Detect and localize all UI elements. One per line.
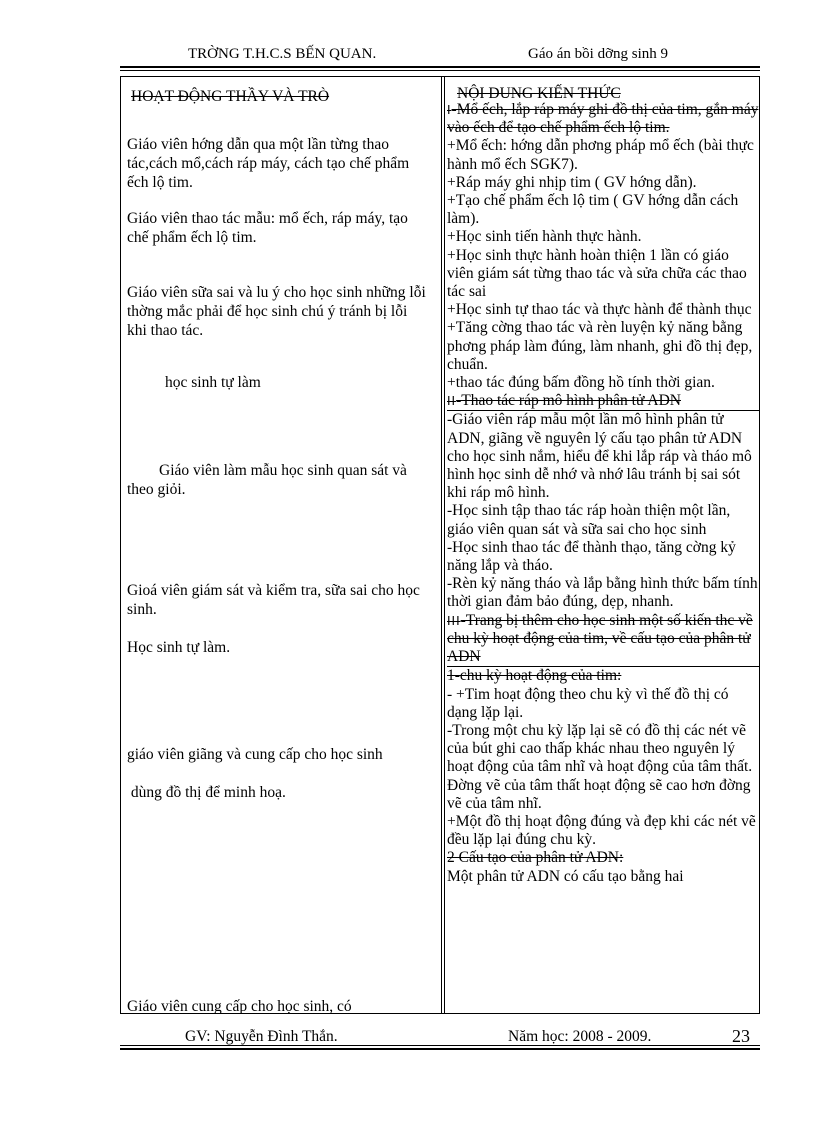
content-item: +Tăng cờng thao tác và rèn luyện kỷ năng bằng phơng pháp làm đúng, làm nhanh, ghi đồ thị đẹp, chuẩn.	[447, 319, 753, 373]
content-item: Một phân tử ADN có cấu tạo bằng hai	[447, 867, 684, 885]
content-item: +Học sinh tự thao tác và thực hành để thành thục	[447, 301, 752, 319]
left-paragraph: Giáo viên thao tác mẫu: mổ ếch, ráp máy, tạo chế phẩm ếch lộ tim.	[127, 210, 408, 246]
section-1-number: I	[447, 103, 452, 117]
content-item: - +Tim hoạt động theo chu kỳ vì thế đồ thị có dạng lặp lại.	[447, 685, 729, 721]
content-item: +thao tác đúng bấm đồng hồ tính thời gian.	[447, 374, 715, 392]
column-divider	[441, 77, 442, 1014]
left-column	[127, 77, 433, 1014]
section-3-heading	[447, 612, 759, 668]
page-number: 23	[732, 1026, 750, 1046]
section-2-heading	[447, 392, 759, 411]
page-header	[120, 46, 760, 66]
section-3-number: III	[447, 613, 461, 628]
content-item: -Giáo viên ráp mẫu một lần mô hình phân tử ADN, giãng về nguyên lý cấu tạo phân tử ADN cho học sinh nắm, hiểu để khi lắp ráp và tháo mô hình học sinh dễ nhớ và nhớ lâu tránh bị sai sót khi ráp mô hình.	[447, 411, 752, 502]
section-3-title: -Trang bị thêm cho học sinh một số kiến thc về chu kỳ hoạt động của tim, về cấu tạo của phân tử ADN	[447, 611, 753, 666]
left-paragraph: giáo viên giãng và cung cấp cho học sinh	[127, 746, 383, 763]
section-2-number: II	[447, 394, 457, 409]
left-paragraph: học sinh tự làm	[165, 374, 261, 391]
content-item: -Học sinh tập thao tác ráp hoàn thiện một lần, giáo viên quan sát và sữa sai cho học sinh	[447, 502, 731, 538]
column-divider-inner	[444, 77, 445, 1014]
right-column	[447, 77, 759, 1014]
content-item: +Một đồ thị hoạt động đúng và đẹp khi các nét vẽ đều lặp lại đúng chu kỳ.	[447, 812, 756, 849]
section-2-title: -Thao tác ráp mô hình phân tử ADN	[456, 392, 681, 410]
left-paragraph: dùng đồ thị để minh hoạ.	[127, 784, 286, 801]
subsection-2-title: 2 Cấu tạo của phân tử ADN:	[447, 849, 624, 867]
subsection-1-title: 1-chu kỳ hoạt động của tim:	[447, 667, 622, 685]
left-paragraph: Học sinh tự làm.	[127, 639, 231, 656]
left-paragraph: Giáo viên hớng dẫn qua một lần từng thao tác,cách mổ,cách ráp máy, cách tạo chế phẩm ếch lộ tim.	[127, 136, 410, 191]
content-item: -Trong một chu kỳ lặp lại sẽ có đồ thị các nét vẽ của bút ghi cao thấp khác nhau theo nguyên lý hoạt động của tâm nhĩ và hoạt động của tâm thất. Đờng vẽ của tâm thất hoạt động sẽ cao hơn đờng vẽ của tâm nhĩ.	[447, 721, 753, 812]
left-paragraph: Gioá viên giám sát và kiểm tra, sữa sai cho học sinh.	[127, 582, 420, 618]
left-paragraph: Giáo viên cung cấp cho học sinh, có	[127, 998, 352, 1014]
document-subject: Gáo án bồi dỡng sinh 9	[528, 46, 669, 62]
school-name: TRỜNG T.H.C.S BẾN QUAN.	[188, 46, 377, 62]
content-item: +Ráp máy ghi nhịp tim ( GV hớng dẫn).	[447, 173, 697, 191]
header-rule	[120, 66, 760, 68]
content-item: -Rèn kỷ năng tháo và lắp bằng hình thức bấm tính thời gian đảm bảo đúng, dẹp, nhanh.	[447, 575, 758, 611]
content-item: -Học sinh thao tác để thành thạo, tăng cờng kỷ năng lắp và tháo.	[447, 538, 736, 575]
right-column-header: NỘI DUNG KIẾN THỨC	[457, 85, 621, 102]
school-year: Năm học: 2008 - 2009.	[508, 1028, 652, 1045]
footer-rule-thin	[120, 1045, 760, 1046]
left-column-header: HOẠT ĐỘNG THẦY VÀ TRÒ	[131, 88, 330, 105]
footer-rule	[120, 1048, 760, 1050]
header-rule-thin	[120, 70, 760, 71]
teacher-name: GV: Nguyễn Đình Thắn.	[185, 1028, 338, 1045]
left-paragraph: Giáo viên làm mẫu học sinh quan sát và theo giỏi.	[127, 462, 407, 498]
left-paragraph: Giáo viên sữa sai và lu ý cho học sinh những lỗi thờng mắc phải để học sinh chú ý tránh bị lỗi khi thao tác.	[127, 284, 426, 339]
section-1-heading	[447, 101, 759, 137]
content-item: +Mổ ếch: hớng dẫn phơng pháp mổ ếch (bài thực hành mổ ếch SGK7).	[447, 137, 754, 173]
content-item: +Học sinh tiến hành thực hành.	[447, 228, 642, 246]
right-column-body	[447, 101, 759, 886]
section-1-title: -Mổ ếch, lắp ráp máy ghi đồ thị của tim, gắn máy vào ếch để tạo chế phẩm ếch lộ tim.	[447, 101, 759, 137]
content-item: +Học sinh thực hành hoàn thiện 1 lần có giáo viên giám sát từng thao tác và sửa chữa các thao tác sai	[447, 246, 747, 301]
lesson-table	[120, 76, 760, 1014]
content-item: +Tạo chế phẩm ếch lộ tim ( GV hớng dẫn cách làm).	[447, 192, 739, 228]
